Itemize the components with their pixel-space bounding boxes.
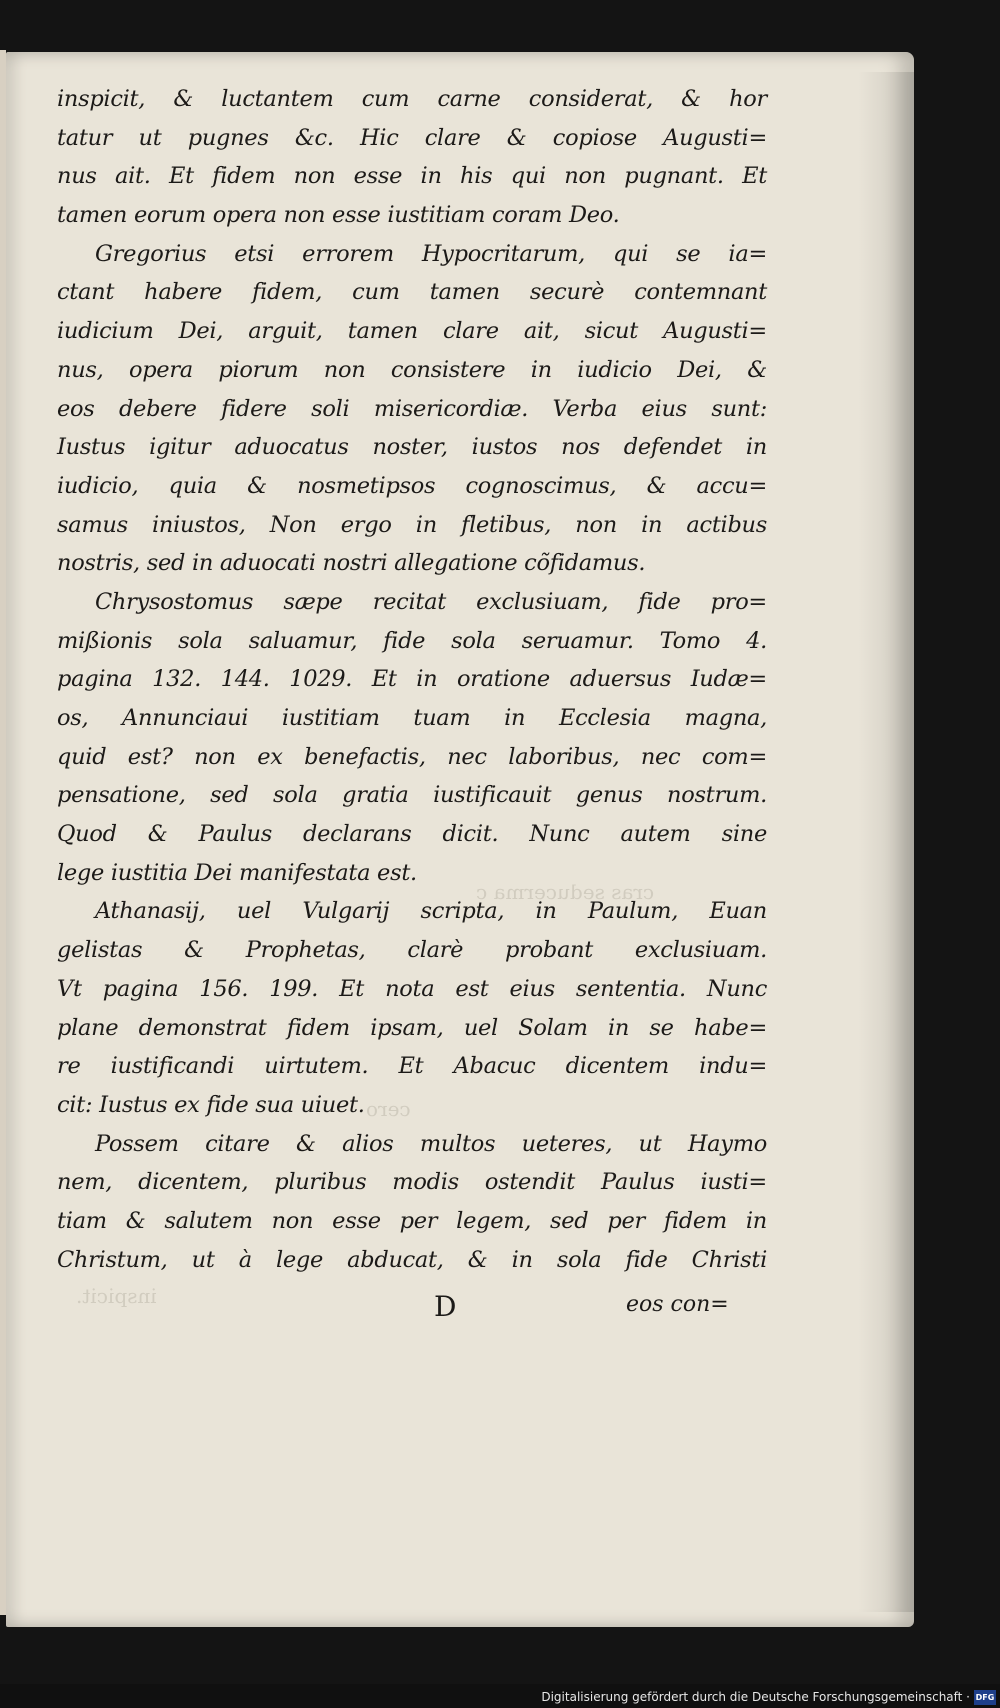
text-line: pensatione, sed sola gratia iustificauit genus nostrum. (57, 782, 767, 809)
bleed-through-text: cras seducerma c (476, 880, 655, 904)
dfg-logo: DFG (974, 1690, 996, 1705)
text-line: tamen eorum opera non esse iustitiam coram Deo. (57, 202, 620, 229)
text-line: ctant habere fidem, cum tamen securè contemnant (57, 279, 767, 306)
text-line: tatur ut pugnes &c. Hic clare & copiose Augusti= (57, 124, 767, 151)
text-line: tiam & salutem non esse per legem, sed per fidem in (57, 1207, 767, 1234)
text-line: pagina 132. 144. 1029. Et in oratione aduersus Iudæ= (57, 666, 767, 693)
text-line: re iustificandi uirtutem. Et Abacuc dicentem indu= (57, 1053, 767, 1080)
text-line: nus, opera piorum non consistere in iudicio Dei, & (57, 356, 767, 383)
text-line: nus ait. Et fidem non esse in his qui non pugnant. Et (57, 163, 767, 190)
text-line: gelistas & Prophetas, clarè probant exclusiuam. (57, 937, 767, 964)
text-line: Christum, ut à lege abducat, & in sola fide Christi (57, 1246, 767, 1273)
bleed-through-text: cero (366, 1097, 411, 1121)
text-line: Quod & Paulus declarans dicit. Nunc autem sine (57, 821, 767, 848)
body-text (57, 80, 767, 1279)
text-line: Athanasij, uel Vulgarij scripta, in Paulum, Euan (95, 898, 767, 925)
text-line: eos debere fidere soli misericordiæ. Verba eius sunt: (57, 395, 767, 422)
text-line: mißionis sola saluamur, fide sola seruamur. Tomo 4. (57, 627, 767, 654)
text-line: iudicium Dei, arguit, tamen clare ait, sicut Augusti= (57, 318, 767, 345)
text-line: plane demonstrat fidem ipsam, uel Solam in se habe= (57, 1014, 767, 1041)
text-line: os, Annunciaui iustitiam tuam in Ecclesia magna, (57, 705, 767, 731)
text-line: lege iustitia Dei manifestata est. (57, 859, 417, 886)
text-line: samus iniustos, Non ergo in fletibus, non in actibus (57, 511, 767, 538)
text-line: quid est? non ex benefactis, nec laboribus, nec com= (57, 743, 767, 770)
text-line: nem, dicentem, pluribus modis ostendit Paulus iusti= (57, 1169, 767, 1196)
text-line: nostris, sed in aduocati nostri allegatione cõfidamus. (57, 550, 646, 577)
text-line: inspicit, & luctantem cum carne considerat, & hor (57, 86, 767, 112)
catchword: eos con= (626, 1292, 729, 1317)
bleed-through-text: inspicit. (76, 1284, 157, 1308)
text-line: cit: Iustus ex fide sua uiuet. (57, 1091, 365, 1118)
footer-credit: Digitalisierung gefördert durch die Deutsche Forschungsgemeinschaft · (541, 1690, 970, 1704)
page-shadow (858, 72, 914, 1612)
footer-bar (0, 1684, 1000, 1708)
text-line: Chrysostomus sæpe recitat exclusiuam, fide pro= (95, 588, 767, 615)
signature-mark: D (434, 1290, 457, 1323)
text-line: iudicio, quia & nosmetipsos cognoscimus, & accu= (57, 472, 767, 499)
text-line: Iustus igitur aduocatus noster, iustos nos defendet in (57, 434, 767, 461)
text-line: Possem citare & alios multos ueteres, ut Haymo (95, 1130, 767, 1157)
text-line: Vt pagina 156. 199. Et nota est eius sententia. Nunc (57, 975, 767, 1002)
text-line: Gregorius etsi errorem Hypocritarum, qui se ia= (95, 240, 767, 267)
